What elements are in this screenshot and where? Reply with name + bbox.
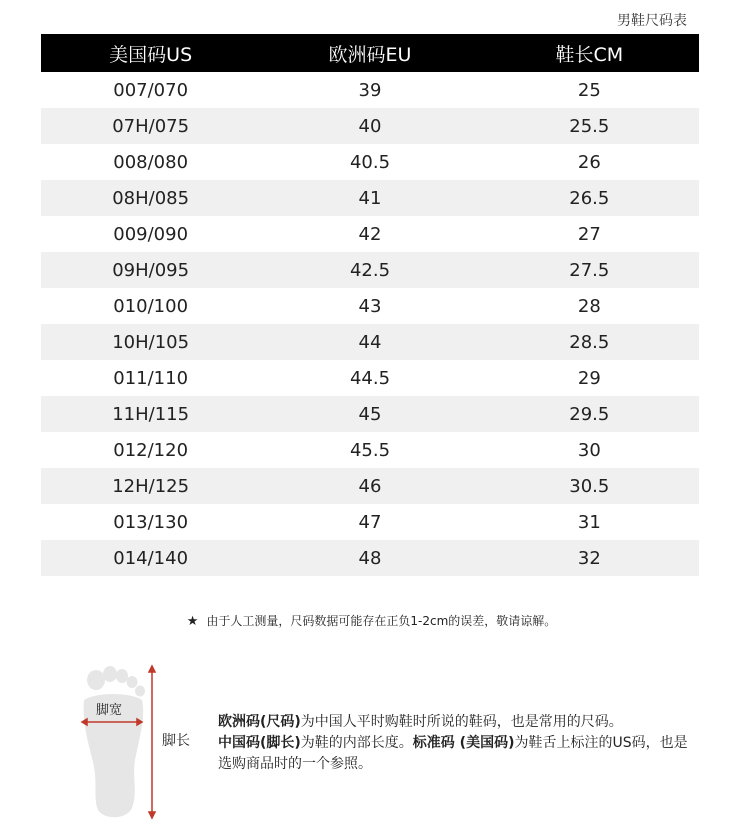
cm-length-cell: 28 [577,295,601,317]
us-size-cell: 08H/085 [41,180,260,216]
cn-desc: 为鞋的内部长度。 [300,735,413,751]
cm-length-cell: 32 [480,540,699,576]
table-row [41,216,699,252]
note-text: 由于人工测量，尺码数据可能存在正负1-2cm的误差，敬请谅解。 [206,614,557,628]
table-row [41,252,699,288]
eu-size-cell: 40 [260,108,479,144]
us-size-cell: 008/080 [113,151,189,173]
header-us: 美国码US [41,34,260,72]
table-row [41,468,699,504]
eu-size-cell: 42.5 [260,252,479,288]
table-row [41,540,699,576]
table-row [41,360,699,396]
header-cm: 鞋长CM [480,34,699,72]
eu-desc: 为中国人平时购鞋时所说的鞋码，也是常用的尺码。 [300,714,623,730]
table-row [41,324,699,360]
star-icon: ★ [186,614,199,629]
table-row [41,72,699,108]
size-explanation [218,712,688,775]
eu-size-cell: 45 [260,396,479,432]
us-size-cell: 009/090 [113,223,189,245]
cm-length-cell: 25 [577,79,601,101]
eu-size-cell: 44.5 [349,367,391,389]
eu-size-cell: 48 [260,540,479,576]
table-row [41,432,699,468]
length-arrow-icon [149,666,155,818]
size-chart-table [41,34,699,576]
std-term: 标准码 (美国码) [412,735,515,751]
cm-length-cell: 26 [577,151,601,173]
eu-size-cell: 45.5 [349,439,391,461]
cm-length-cell: 25.5 [480,108,699,144]
us-size-cell: 12H/125 [41,468,260,504]
eu-size-cell: 43 [358,295,382,317]
table-row [41,108,699,144]
cm-length-cell: 31 [577,511,601,533]
foot-length-label: 脚长 [162,733,190,749]
cm-length-cell: 30 [577,439,601,461]
page-title: 男鞋尺码表 [617,13,687,29]
eu-size-cell: 44 [260,324,479,360]
us-size-cell: 012/120 [113,439,189,461]
us-size-cell: 09H/095 [41,252,260,288]
eu-size-cell: 39 [358,79,382,101]
eu-term: 欧洲码(尺码) [218,714,301,730]
table-row [41,504,699,540]
foot-outline-icon [84,666,145,817]
eu-size-cell: 40.5 [349,151,391,173]
cm-length-cell: 30.5 [480,468,699,504]
cm-length-cell: 27.5 [480,252,699,288]
us-size-cell: 11H/115 [41,396,260,432]
eu-size-cell: 46 [260,468,479,504]
cm-length-cell: 27 [577,223,601,245]
cm-length-cell: 29.5 [480,396,699,432]
us-size-cell: 07H/075 [41,108,260,144]
foot-width-label: 脚宽 [96,703,123,718]
cm-length-cell: 26.5 [480,180,699,216]
header-eu: 欧洲码EU [260,34,479,72]
table-body [41,72,699,576]
table-header-row [41,34,699,72]
measurement-note [0,612,743,629]
cn-term: 中国码(脚长) [218,735,301,751]
eu-size-cell: 47 [358,511,382,533]
table-row [41,144,699,180]
table-row [41,180,699,216]
us-size-cell: 011/110 [113,367,189,389]
cm-length-cell: 28.5 [480,324,699,360]
us-size-cell: 10H/105 [41,324,260,360]
eu-size-cell: 41 [260,180,479,216]
us-size-cell: 013/130 [113,511,189,533]
table-row [41,396,699,432]
foot-diagram [70,660,165,820]
us-size-cell: 007/070 [113,79,189,101]
eu-size-cell: 42 [358,223,382,245]
us-size-cell: 010/100 [113,295,189,317]
std-desc: 为鞋舌上标注的US码，也是选购商品时的一个参照。 [218,735,688,772]
us-size-cell: 014/140 [41,540,260,576]
table-row [41,288,699,324]
cm-length-cell: 29 [577,367,601,389]
